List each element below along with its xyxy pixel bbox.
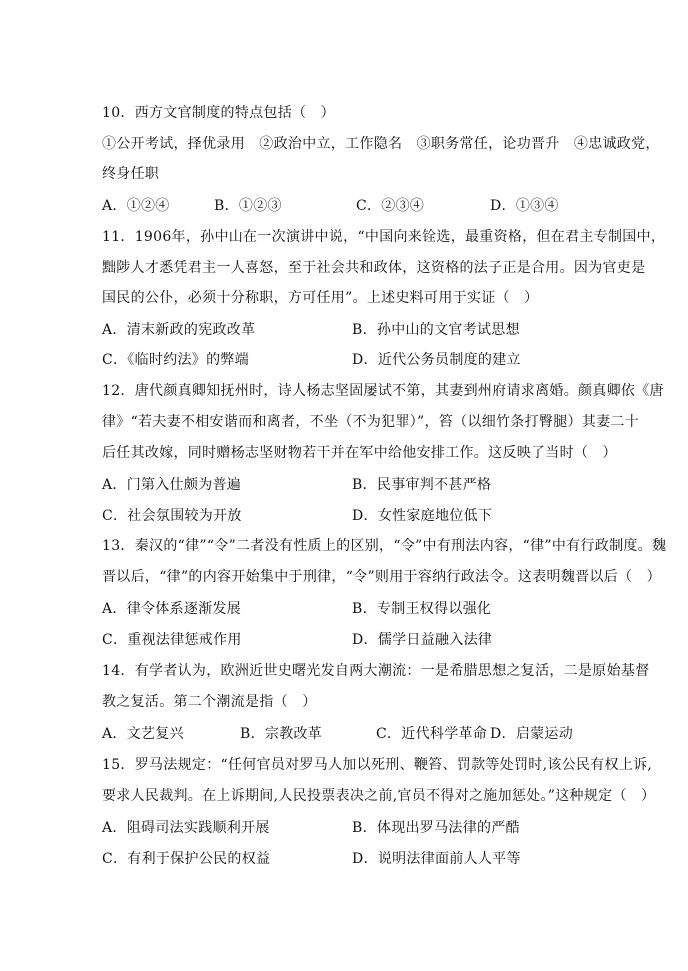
question-10-option-d[interactable]: D．①③④ [490, 198, 559, 214]
question-12-option-c[interactable]: C．社会氛围较为开放 [102, 508, 242, 524]
question-10-option-a[interactable]: A．①②④ [102, 198, 170, 214]
question-11-option-a[interactable]: A．清末新政的宪政改革 [102, 322, 256, 338]
question-11-option-d[interactable]: D．近代公务员制度的建立 [352, 352, 521, 368]
question-13-option-a[interactable]: A．律令体系逐渐发展 [102, 601, 242, 617]
question-11-option-b[interactable]: B．孙中山的文官考试思想 [352, 322, 520, 338]
question-14-stem-line-2: 教之复活。第二个潮流是指（ ） [102, 694, 317, 710]
question-13-option-d[interactable]: D．儒学日益融入法律 [352, 632, 493, 648]
question-15-stem: 15．罗马法规定：“任何官员对罗马人加以死刑、鞭笞、罚款等处罚时,该公民有权上诉, [102, 757, 653, 773]
question-12-option-d[interactable]: D．女性家庭地位低下 [352, 508, 493, 524]
question-13-option-c[interactable]: C．重视法律惩戒作用 [102, 632, 242, 648]
question-11-option-c[interactable]: C．《临时约法》的弊端 [102, 352, 250, 368]
question-15-option-b[interactable]: B．体现出罗马法律的严酷 [352, 820, 520, 836]
question-13-stem: 13．秦汉的“律”“令”二者没有性质上的区别，“令”中有刑法内容，“律”中有行政制度。魏 [102, 538, 667, 554]
question-15-option-c[interactable]: C．有利于保护公民的权益 [102, 851, 271, 867]
question-14-stem: 14．有学者认为，欧洲近世史曙光发自两大潮流：一是希腊思想之复活，二是原始基督 [102, 663, 650, 679]
question-15-stem-line-2: 要求人民裁判。在上诉期间,人民投票表决之前,官员不得对之施加惩处。”这种规定（ ） [102, 788, 656, 804]
question-14-option-b[interactable]: B．宗教改革 [240, 726, 323, 742]
question-10-statements: ①公开考试，择优录用 ②政治中立，工作隐名 ③职务常任，论功晋升 ④忠诚政党， [102, 136, 660, 152]
question-12-stem-line-2: 律》“若夫妻不相安谐而和离者，不坐（不为犯罪）”，笞（以细竹条打臀腿）其妻二十 [102, 414, 640, 430]
question-12-option-b[interactable]: B．民事审判不甚严格 [352, 477, 492, 493]
question-10-stem: 10．西方文官制度的特点包括（ ） [102, 105, 335, 121]
question-12-stem-line-3: 后任其改嫁，同时赠杨志坚财物若干并在军中给他安排工作。这反映了当时（ ） [102, 445, 617, 461]
question-12-stem: 12．唐代颜真卿知抚州时，诗人杨志坚固屡试不第，其妻到州府请求离婚。颜真卿依《唐 [102, 383, 664, 399]
question-13-stem-line-2: 晋以后，“律”的内容开始集中于刑律，“令”则用于容纳行政法令。这表明魏晋以后（ ） [102, 569, 661, 585]
question-10-option-b[interactable]: B．①②③ [214, 198, 282, 214]
question-14-option-d[interactable]: D．启蒙运动 [490, 726, 574, 742]
question-15-option-d[interactable]: D．说明法律面前人人平等 [352, 851, 521, 867]
question-11-stem: 11．1906年，孙中山在一次演讲中说，“中国向来铨选，最重资格，但在君主专制国中， [102, 229, 666, 245]
question-11-stem-line-2: 黜陟人才悉凭君主一人喜怒，至于社会共和政体，这资格的法子正是合用。因为官吏是 [102, 260, 646, 276]
question-10-option-c[interactable]: C．②③④ [356, 198, 425, 214]
question-14-option-c[interactable]: C．近代科学革命 [376, 726, 488, 742]
question-15-option-a[interactable]: A．阻碍司法实践顺利开展 [102, 820, 270, 836]
question-12-option-a[interactable]: A．门第入仕颇为普遍 [102, 477, 242, 493]
question-10-statements-cont: 终身任职 [102, 166, 160, 182]
question-13-option-b[interactable]: B．专制王权得以强化 [352, 601, 492, 617]
question-14-option-a[interactable]: A．文艺复兴 [102, 726, 184, 742]
question-11-stem-line-3: 国民的公仆，必须十分称职，方可任用”。上述史料可用于实证（ ） [102, 290, 539, 306]
